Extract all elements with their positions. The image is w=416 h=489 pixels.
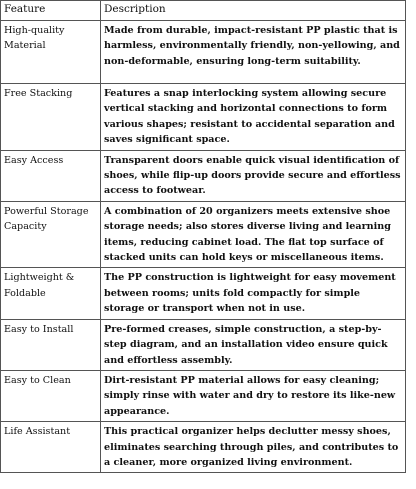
feature-cell: Easy to Clean: [1, 370, 101, 421]
description-cell: Dirt-resistant PP material allows for easy cleaning; simply rinse with water and dry to restore its like-new appearance.: [101, 370, 406, 421]
table-row: [1, 268, 406, 319]
table-row: [1, 370, 406, 421]
description-cell: A combination of 20 organizers meets extensive shoe storage needs; also stores diverse living and learning items, reducing cabinet load. The flat top surface of stacked units can hold keys or miscellaneous items.: [101, 201, 406, 268]
description-cell: This practical organizer helps declutter messy shoes, eliminates searching through piles, and contributes to a cleaner, more organized living environment.: [101, 422, 406, 473]
description-cell: Features a snap interlocking system allowing secure vertical stacking and horizontal connections to form various shapes; resistant to accidental separation and saves significant space.: [101, 84, 406, 151]
table-row: [1, 21, 406, 84]
table-row: [1, 84, 406, 151]
header-feature: Feature: [1, 1, 101, 21]
feature-cell: Life Assistant: [1, 422, 101, 473]
table-header-row: [1, 1, 406, 21]
description-cell: Made from durable, impact-resistant PP plastic that is harmless, environmentally friendly, non-yellowing, and non-deformable, ensuring long-term suitability.: [101, 21, 406, 84]
table-row: [1, 422, 406, 473]
description-cell: The PP construction is lightweight for easy movement between rooms; units fold compactly for simple storage or transport when not in use.: [101, 268, 406, 319]
description-cell: Transparent doors enable quick visual identification of shoes, while flip-up doors provide secure and effortless access to footwear.: [101, 150, 406, 201]
table-row: [1, 201, 406, 268]
feature-cell: Lightweight & Foldable: [1, 268, 101, 319]
feature-cell: High-quality Material: [1, 21, 101, 84]
feature-cell: Easy to Install: [1, 319, 101, 370]
table-row: [1, 319, 406, 370]
feature-cell: Powerful Storage Capacity: [1, 201, 101, 268]
table-row: [1, 150, 406, 201]
feature-cell: Free Stacking: [1, 84, 101, 151]
feature-cell: Easy Access: [1, 150, 101, 201]
description-cell: Pre-formed creases, simple construction, a step-by-step diagram, and an installation video ensure quick and effortless assembly.: [101, 319, 406, 370]
header-description: Description: [101, 1, 406, 21]
